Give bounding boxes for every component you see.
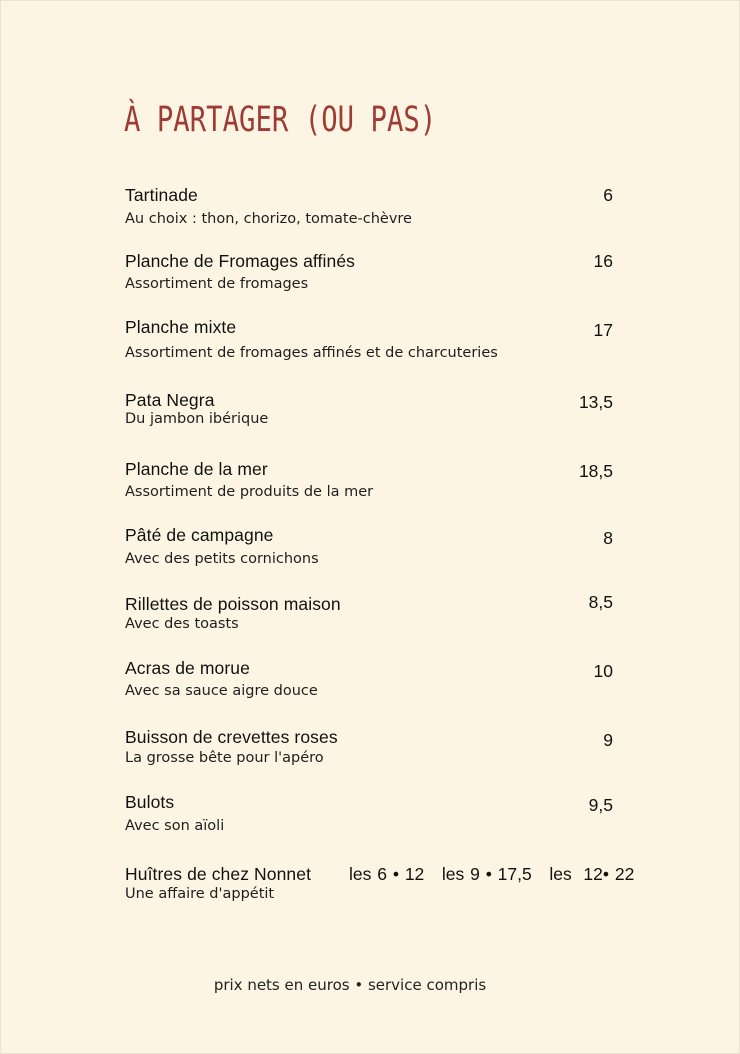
item-description: Au choix : thon, chorizo, tomate-chèvre [125,211,412,227]
item-name: Tartinade [125,185,198,205]
menu-item-bulots [125,792,613,834]
item-description: Assortiment de fromages affinés et de charcuteries [125,345,498,361]
item-description: Assortiment de produits de la mer [125,484,374,500]
oyster-price-tiers: les 6 • 12 les 9 • 17,5 les 12• 22 [349,864,635,884]
item-name: Pâté de campagne [125,525,274,545]
item-price: 10 [593,661,613,681]
item-price: 16 [593,251,613,271]
menu-item-pata-negra [125,390,613,427]
item-price: 8,5 [588,592,613,612]
item-price: 9 [603,730,613,750]
item-price: 17 [593,320,613,340]
menu-item-pate-campagne [125,525,613,567]
menu-item-planche-fromages [125,251,613,292]
item-name: Pata Negra [125,390,215,410]
item-description: Avec son aïoli [125,818,225,834]
item-price: 8 [603,528,613,548]
item-description: Du jambon ibérique [125,411,269,427]
item-name: Huîtres de chez Nonnet [125,864,312,884]
item-price: 13,5 [578,392,613,412]
menu-item-crevettes [125,727,613,766]
menu-item-planche-mer [125,459,613,500]
menu-item-huitres [125,864,635,902]
item-description: Avec des toasts [125,616,239,632]
menu-title: À PARTAGER (OU PAS) [124,100,437,140]
item-name: Buisson de crevettes roses [125,727,338,747]
item-name: Acras de morue [125,658,250,678]
footer-note: prix nets en euros • service compris [213,976,487,994]
item-price: 6 [603,185,613,205]
item-description: Avec des petits cornichons [125,551,319,567]
menu-item-rillettes [125,592,613,632]
item-price: 9,5 [588,795,613,815]
item-name: Planche de la mer [125,459,268,479]
item-name: Bulots [125,792,175,812]
menu-item-planche-mixte [125,317,613,361]
item-description: La grosse bête pour l'apéro [125,750,324,766]
menu-item-tartinade [125,185,613,227]
item-name: Planche mixte [125,317,237,337]
item-description: Une affaire d'appétit [125,886,275,902]
item-description: Assortiment de fromages [125,276,309,292]
item-name: Rillettes de poisson maison [125,594,341,614]
menu-item-acras [125,658,613,699]
item-name: Planche de Fromages affinés [125,251,356,271]
item-price: 18,5 [578,461,613,481]
item-description: Avec sa sauce aigre douce [125,683,318,699]
